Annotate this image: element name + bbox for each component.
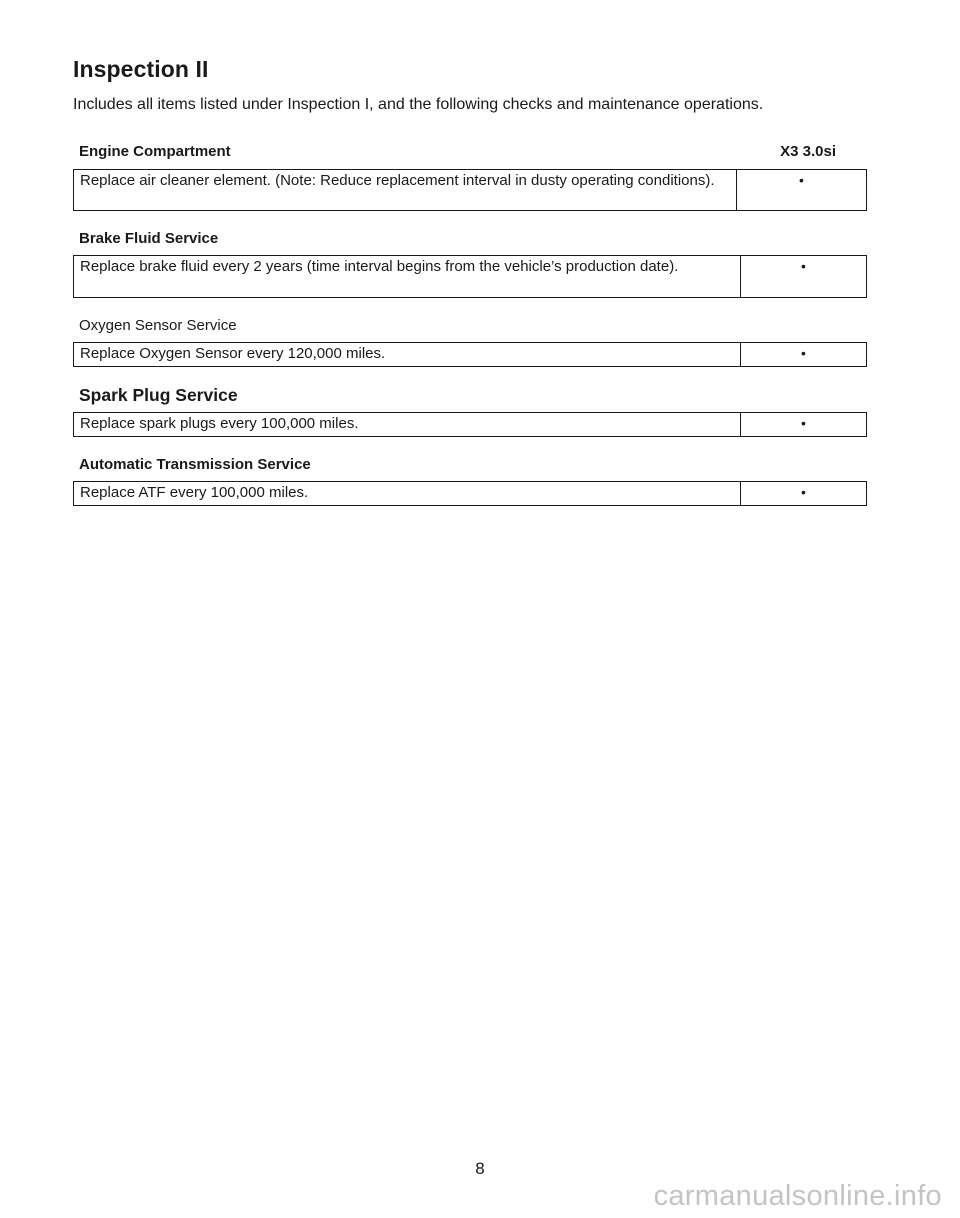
applicability-mark: • — [741, 256, 867, 298]
section-heading-automatic-transmission: Automatic Transmission Service — [79, 456, 311, 473]
spark-plug-table — [73, 412, 867, 437]
table-row — [74, 256, 867, 298]
section-heading-spark-plug: Spark Plug Service — [79, 385, 238, 405]
table-row — [74, 170, 867, 211]
page-title: Inspection II — [73, 56, 209, 82]
section-heading-oxygen-sensor: Oxygen Sensor Service — [79, 317, 237, 334]
task-cell: Replace spark plugs every 100,000 miles. — [74, 413, 741, 437]
oxygen-sensor-table — [73, 342, 867, 367]
applicability-mark: • — [737, 170, 867, 211]
brake-fluid-table — [73, 255, 867, 298]
intro-text: Includes all items listed under Inspection I, and the following checks and maintenance operations. — [73, 96, 764, 113]
applicability-mark: • — [741, 413, 867, 437]
task-cell: Replace Oxygen Sensor every 120,000 miles. — [74, 343, 741, 367]
watermark: carmanualsonline.info — [653, 1180, 942, 1212]
engine-compartment-table — [73, 169, 867, 211]
table-row — [74, 482, 867, 506]
section-heading-brake-fluid: Brake Fluid Service — [79, 230, 219, 247]
section-heading-engine-compartment: Engine Compartment — [79, 143, 231, 160]
page-number: 8 — [475, 1159, 485, 1178]
model-column-header: X3 3.0si — [780, 143, 836, 160]
applicability-mark: • — [741, 482, 867, 506]
table-row — [74, 413, 867, 437]
task-cell: Replace ATF every 100,000 miles. — [74, 482, 741, 506]
task-cell: Replace air cleaner element. (Note: Reduce replacement interval in dusty operating conditions). — [74, 170, 737, 211]
table-row — [74, 343, 867, 367]
automatic-transmission-table — [73, 481, 867, 506]
task-cell: Replace brake fluid every 2 years (time interval begins from the vehicle’s production date). — [74, 256, 741, 298]
applicability-mark: • — [741, 343, 867, 367]
